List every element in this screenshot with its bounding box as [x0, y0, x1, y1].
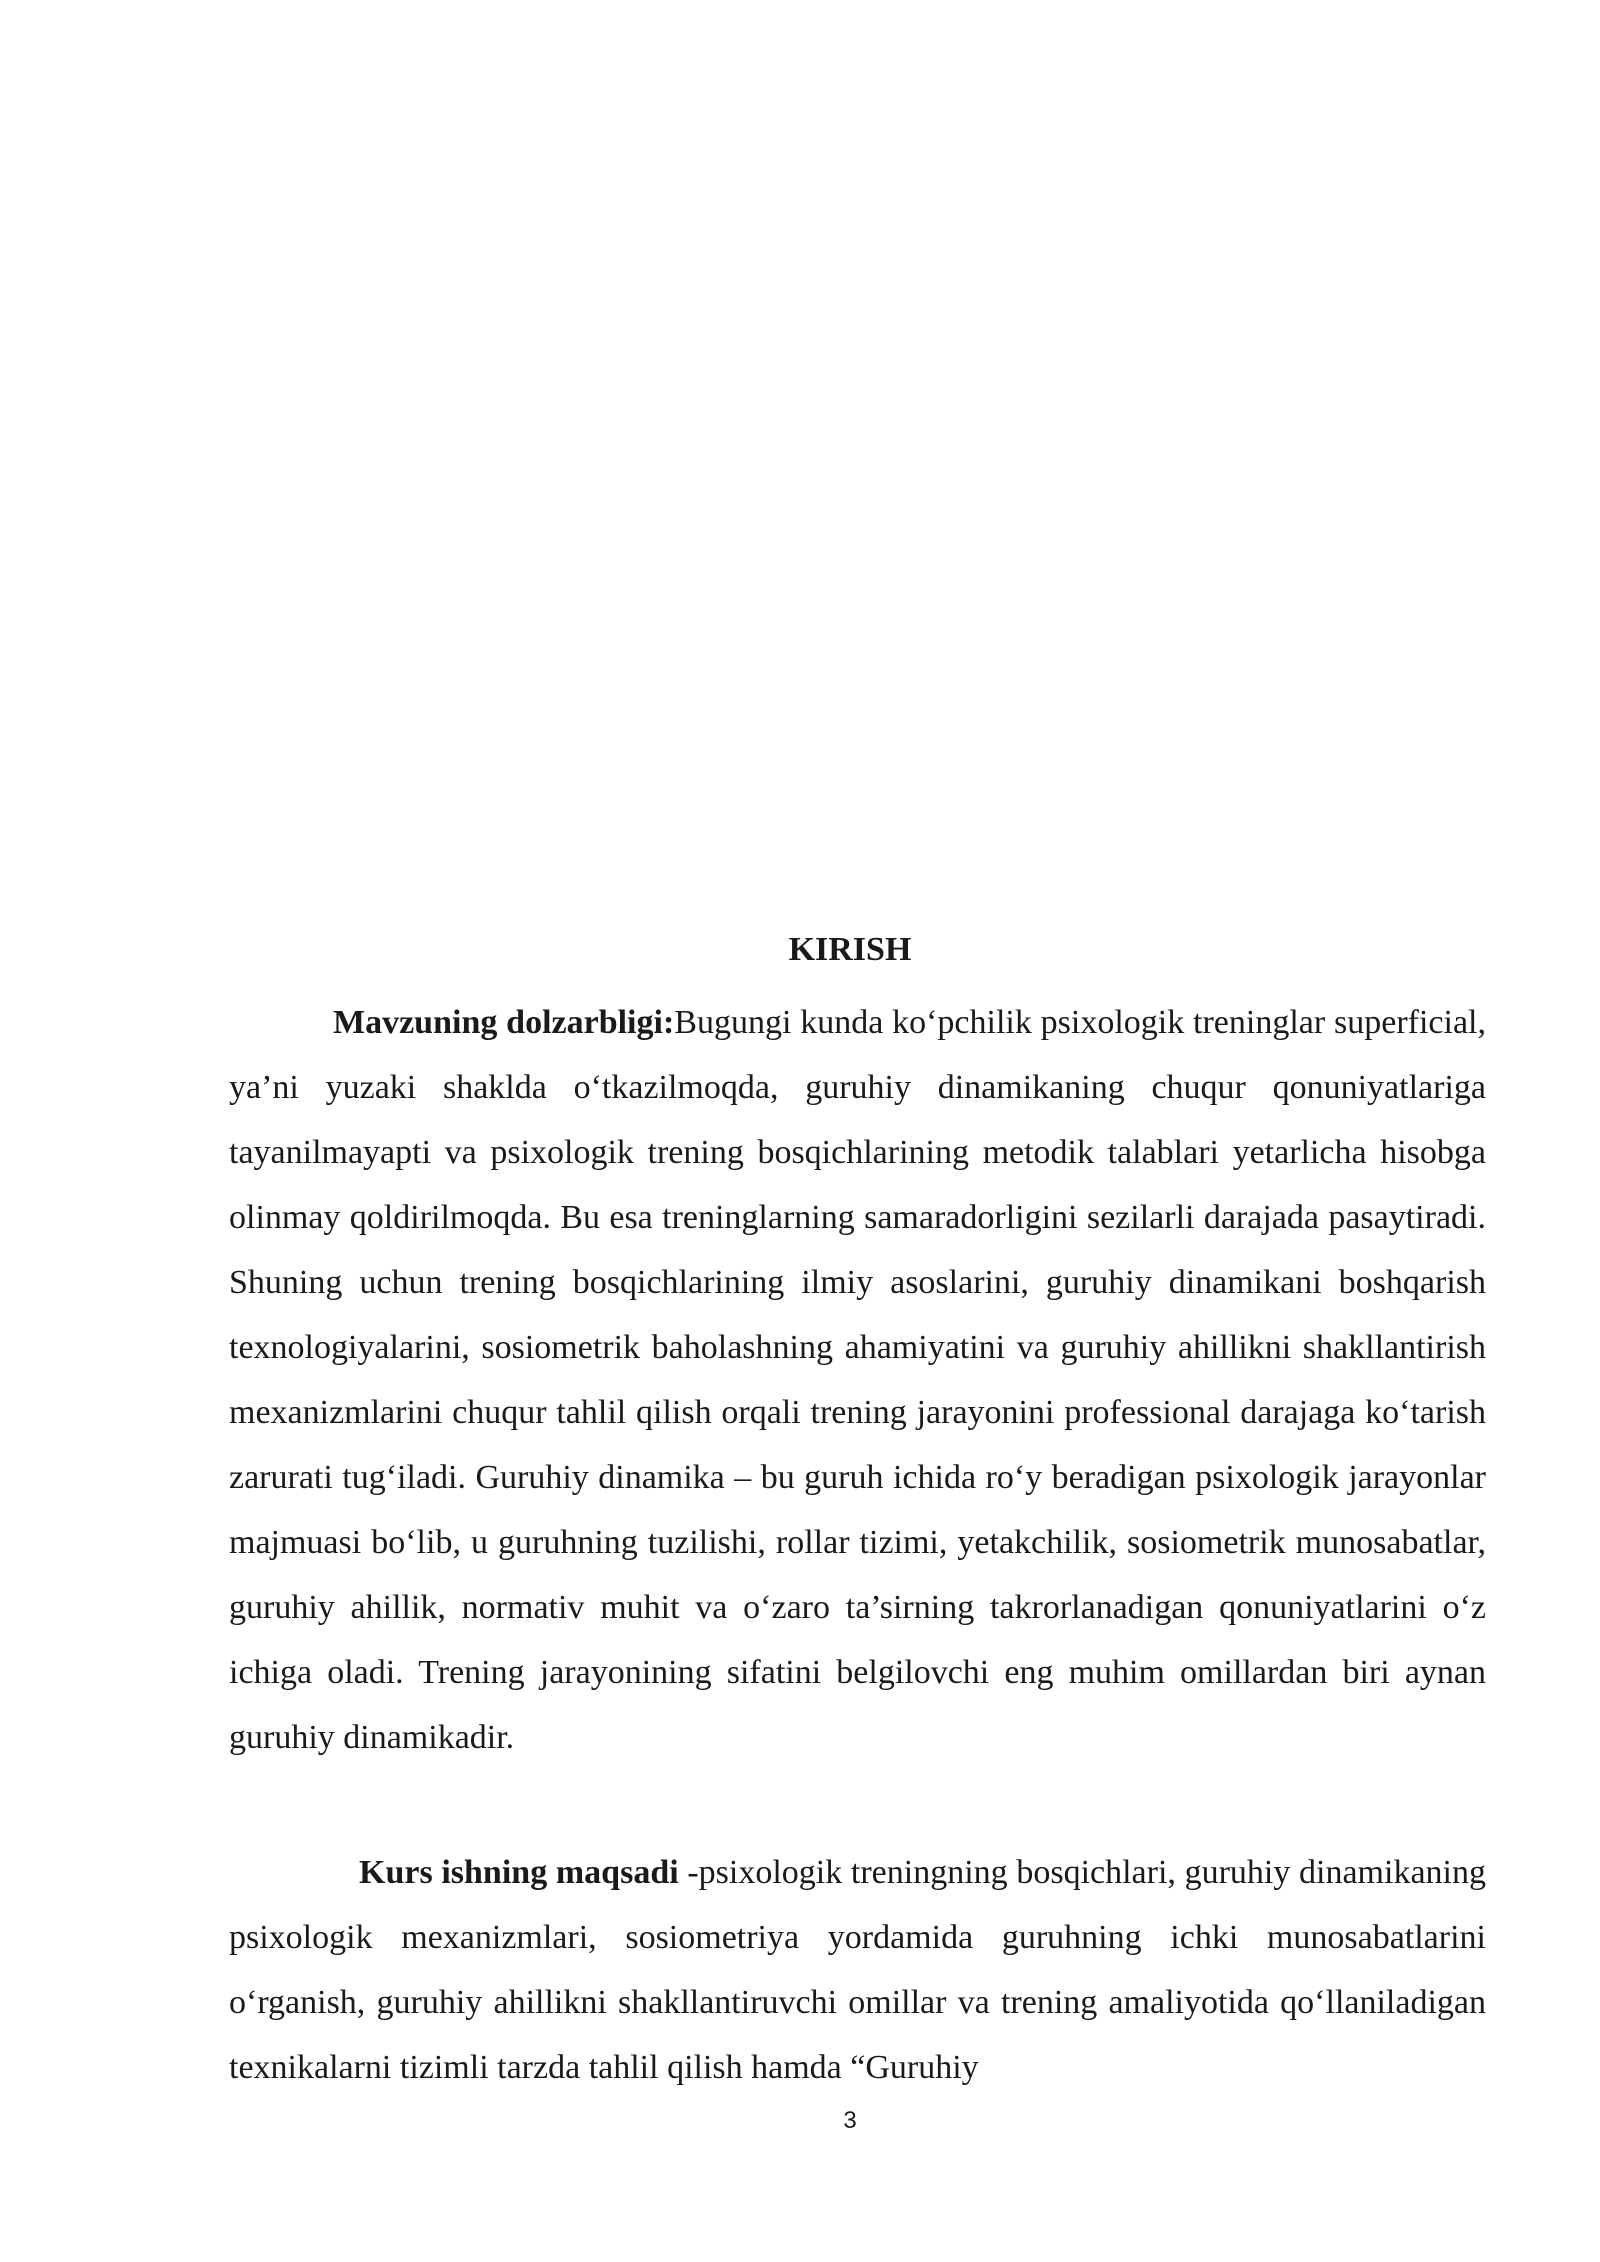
- paragraph-goal: [229, 1840, 1486, 2100]
- page-number: 3: [843, 2107, 857, 2134]
- paragraph-lead: Mavzuning dolzarbligi:: [333, 1004, 675, 1041]
- section-heading: KIRISH: [788, 931, 912, 968]
- paragraph-text: [229, 990, 1486, 1770]
- paragraph-body: -psixologik treningning bosqichlari, guruhiy dinamikaning psixologik mexanizmlari, sosiometriya yordamida guruhning ichki munosabatlarini o‘rganish, guruhiy ahillikni shakllantiruvchi omillar va trening amaliyotida qo‘llaniladigan texnikalarni tizimli tarzda tahlil qilish hamda “Guruhiy: [229, 1854, 1486, 2086]
- paragraph-text: [229, 1840, 1486, 2100]
- paragraph-body: Bugungi kunda ko‘pchilik psixologik treninglar superficial, ya’ni yuzaki shaklda o‘tkazilmoqda, guruhiy dinamikaning chuqur qonuniyatlariga tayanilmayapti va psixologik trening bosqichlarining metodik talablari yetarlicha hisobga olinmay qoldirilmoqda. Bu esa treninglarning samaradorligini sezilarli darajada pasaytiradi. Shuning uchun trening bosqichlarining ilmiy asoslarini, guruhiy dinamikani boshqarish texnologiyalarini, sosiometrik baholashning ahamiyatini va guruhiy ahillikni shakllantirish mexanizmlarini chuqur tahlil qilish orqali trening jarayonini professional darajaga ko‘tarish zarurati tug‘iladi. Guruhiy dinamika – bu guruh ichida ro‘y beradigan psixologik jarayonlar majmuasi bo‘lib, u guruhning tuzilishi, rollar tizimi, yetakchilik, sosiometrik munosabatlar, guruhiy ahillik, normativ muhit va o‘zaro ta’sirning takrorlanadigan qonuniyatlarini o‘z ichiga oladi. Trening jarayonining sifatini belgilovchi eng muhim omillardan biri aynan guruhiy dinamikadir.: [229, 1004, 1486, 1756]
- paragraph-relevance: [229, 990, 1486, 1770]
- paragraph-lead: Kurs ishning maqsadi: [359, 1854, 679, 1891]
